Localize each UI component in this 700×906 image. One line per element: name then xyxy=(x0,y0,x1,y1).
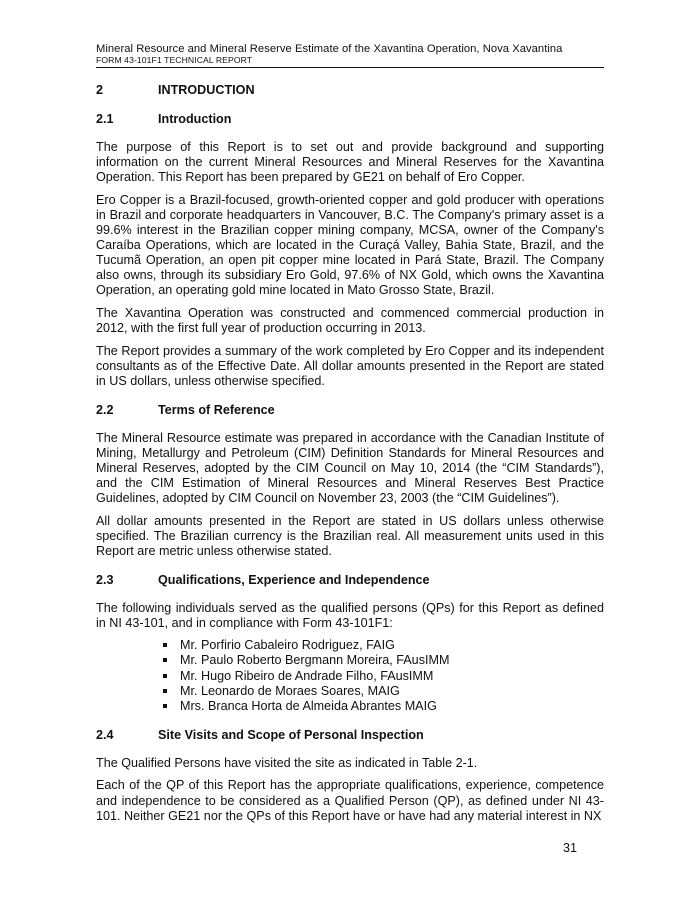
bullet-square-icon xyxy=(163,704,167,708)
list-item xyxy=(96,638,604,653)
list-item xyxy=(96,684,604,699)
paragraph: The Qualified Persons have visited the site as indicated in Table 2-1. xyxy=(96,755,478,770)
bullet-square-icon xyxy=(163,658,167,662)
section-heading-2-1 xyxy=(96,111,604,127)
paragraph: The Mineral Resource estimate was prepared in accordance with the Canadian Institute of Mining, Metallurgy and Petroleum (CIM) Definition Standards for Mineral Resources and Mineral Reserves, adopted by the CIM Council on May 10, 2014 (the “CIM Standards”), and the CIM Estimation of Mineral Resources and Mineral Reserves Best Practice Guidelines, adopted by CIM Council on November 23, 2003 (the “CIM Guidelines”). xyxy=(96,430,604,506)
section-title: Site Visits and Scope of Personal Inspection xyxy=(158,727,424,742)
section-number: 2.3 xyxy=(96,573,114,588)
list-item xyxy=(96,669,604,684)
section-number: 2.1 xyxy=(96,112,114,126)
qualified-persons-list xyxy=(96,638,604,713)
paragraph: The Xavantina Operation was constructed and commenced commercial production in 2012, with the first full year of production occurring in 2013. xyxy=(96,305,604,336)
list-item-text: Mrs. Branca Horta de Almeida Abrantes MAIG xyxy=(180,698,437,713)
list-item-text: Mr. Porfirio Cabaleiro Rodriguez, FAIG xyxy=(180,638,395,653)
section-title: Introduction xyxy=(158,112,232,126)
section-heading-2-4 xyxy=(96,727,604,743)
list-item-text: Mr. Leonardo de Moraes Soares, MAIG xyxy=(180,683,400,698)
paragraph: All dollar amounts presented in the Report are stated in US dollars unless otherwise specified. The Brazilian currency is the Brazilian real. All measurement units used in this Report are metric unless otherwise stated. xyxy=(96,513,604,559)
section-heading-2-2 xyxy=(96,402,604,418)
document-page xyxy=(96,43,604,824)
chapter-heading xyxy=(96,82,604,98)
bullet-square-icon xyxy=(163,689,167,693)
chapter-title: INTRODUCTION xyxy=(158,83,255,97)
running-header-subtitle: FORM 43-101F1 TECHNICAL REPORT xyxy=(96,55,253,65)
paragraph: The Report provides a summary of the work completed by Ero Copper and its independent consultants as of the Effective Date. All dollar amounts presented in the Report are stated in US dollars, unless otherwise specified. xyxy=(96,343,604,388)
header-rule xyxy=(96,67,604,68)
paragraph: Ero Copper is a Brazil-focused, growth-oriented copper and gold producer with operations in Brazil and corporate headquarters in Vancouver, B.C. The Company's primary asset is a 99.6% interest in the Brazilian copper mining company, MCSA, owner of the Company's Caraíba Operations, which are located in the Curaçá Valley, Bahia State, Brazil, and the Tucumã Operation, an open pit copper mine located in Pará State, Brazil. The Company also owns, through its subsidiary Ero Gold, 97.6% of NX Gold, which owns the Xavantina Operation, an operating gold mine located in Mato Grosso State, Brazil. xyxy=(96,192,604,298)
list-item-text: Mr. Paulo Roberto Bergmann Moreira, FAusIMM xyxy=(180,653,450,668)
section-number: 2.4 xyxy=(96,727,114,742)
list-item xyxy=(96,653,604,668)
section-number: 2.2 xyxy=(96,402,114,417)
paragraph: The following individuals served as the qualified persons (QPs) for this Report as defined in NI 43-101, and in compliance with Form 43-101F1: xyxy=(96,601,604,631)
section-title: Qualifications, Experience and Independence xyxy=(158,573,430,588)
paragraph: The purpose of this Report is to set out and provide background and supporting information on the current Mineral Resources and Mineral Reserves for the Xavantina Operation. This Report has been prepared by GE21 on behalf of Ero Copper. xyxy=(96,140,604,185)
list-item xyxy=(96,699,604,714)
list-item-text: Mr. Hugo Ribeiro de Andrade Filho, FAusIMM xyxy=(180,668,434,683)
paragraph: Each of the QP of this Report has the appropriate qualifications, experience, competence and independence to be considered as a Qualified Person (QP), as defined under NI 43-101. Neither GE21 nor the QPs of this Report have or have had any material interest in NX xyxy=(96,778,604,823)
section-heading-2-3 xyxy=(96,572,604,588)
bullet-square-icon xyxy=(163,674,167,678)
chapter-number: 2 xyxy=(96,83,104,97)
bullet-square-icon xyxy=(163,643,167,647)
page-number: 31 xyxy=(563,841,578,855)
running-header-title: Mineral Resource and Mineral Reserve Estimate of the Xavantina Operation, Nova Xavantina xyxy=(96,43,563,55)
section-title: Terms of Reference xyxy=(158,402,275,417)
